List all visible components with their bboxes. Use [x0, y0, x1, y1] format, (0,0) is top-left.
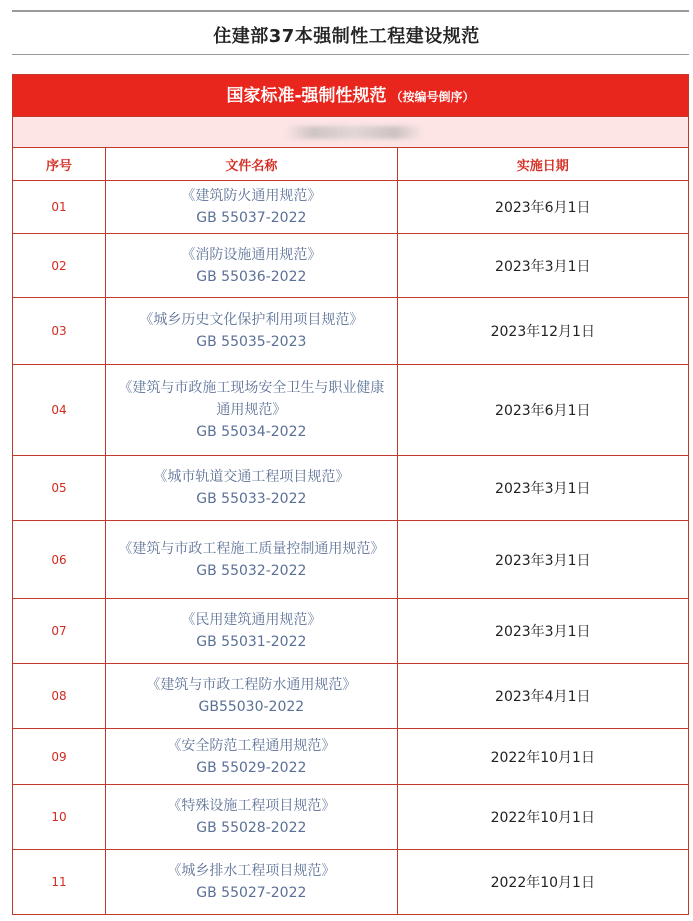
document-code: GB 55027-2022 [196, 885, 307, 901]
row-effective-date: 2023年3月1日 [397, 456, 688, 521]
blurred-text-image [285, 126, 423, 139]
row-document-name [106, 599, 397, 664]
table-row [13, 850, 689, 915]
standards-table [12, 147, 689, 915]
row-number: 02 [13, 234, 106, 298]
row-document-name [106, 234, 397, 298]
document-code: GB 55029-2022 [196, 759, 307, 776]
row-effective-date: 2023年4月1日 [397, 664, 688, 729]
table-body [13, 181, 689, 915]
blurred-notice-row [12, 117, 689, 147]
table-row [13, 785, 689, 850]
document-code: GB 55037-2022 [196, 210, 307, 226]
row-number: 08 [13, 664, 106, 729]
row-number: 11 [13, 850, 106, 915]
document-title: 《特殊设施工程项目规范》 [167, 798, 336, 814]
document-title: 《建筑防火通用规范》 [181, 188, 322, 204]
row-document-name [106, 456, 397, 521]
table-banner [12, 74, 689, 117]
document-code: GB55030-2022 [198, 699, 305, 715]
row-number: 07 [13, 599, 106, 664]
row-document-name [106, 521, 397, 599]
banner-title: 国家标准-强制性规范 [226, 86, 387, 106]
row-number: 06 [13, 521, 106, 599]
table-row [13, 298, 689, 365]
row-effective-date: 2023年3月1日 [397, 599, 688, 664]
row-effective-date: 2023年3月1日 [397, 521, 688, 599]
document-title: 《消防设施通用规范》 [181, 246, 322, 263]
header-no: 序号 [13, 148, 106, 181]
standards-table-container [12, 74, 689, 915]
row-number: 04 [13, 365, 106, 456]
row-document-name [106, 785, 397, 850]
row-effective-date: 2022年10月1日 [397, 785, 688, 850]
row-document-name [106, 729, 397, 785]
row-document-name [106, 850, 397, 915]
banner-subtitle: （按编号倒序） [390, 90, 475, 104]
document-code: GB 55028-2022 [196, 820, 307, 836]
document-title: 《安全防范工程通用规范》 [167, 737, 336, 754]
row-effective-date: 2023年6月1日 [397, 365, 688, 456]
row-effective-date: 2022年10月1日 [397, 850, 688, 915]
row-document-name [106, 365, 397, 456]
table-row [13, 234, 689, 298]
title-divider [12, 54, 689, 55]
document-code: GB 55036-2022 [196, 268, 307, 285]
table-row [13, 664, 689, 729]
row-document-name [106, 181, 397, 234]
header-name: 文件名称 [106, 148, 397, 181]
document-title: 《城乡历史文化保护利用项目规范》 [139, 312, 364, 328]
header-date: 实施日期 [397, 148, 688, 181]
row-number: 01 [13, 181, 106, 234]
row-effective-date: 2023年3月1日 [397, 234, 688, 298]
document-title: 《建筑与市政工程防水通用规范》 [146, 677, 357, 693]
row-number: 10 [13, 785, 106, 850]
table-row [13, 365, 689, 456]
top-divider [12, 10, 689, 12]
document-title: 《城乡排水工程项目规范》 [167, 863, 336, 879]
table-row [13, 521, 689, 599]
document-code: GB 55035-2023 [196, 334, 307, 350]
document-code: GB 55033-2022 [196, 491, 307, 507]
document-title: 《民用建筑通用规范》 [181, 612, 322, 628]
document-code: GB 55034-2022 [196, 424, 307, 440]
document-title: 《建筑与市政工程施工质量控制通用规范》 [118, 540, 385, 557]
table-header-row [13, 148, 689, 181]
row-number: 03 [13, 298, 106, 365]
row-number: 05 [13, 456, 106, 521]
table-row [13, 599, 689, 664]
document-title: 《建筑与市政施工现场安全卫生与职业健康通用规范》 [118, 380, 385, 418]
row-document-name [106, 664, 397, 729]
row-effective-date: 2023年12月1日 [397, 298, 688, 365]
row-number: 09 [13, 729, 106, 785]
table-row [13, 729, 689, 785]
row-document-name [106, 298, 397, 365]
page-title: 住建部37本强制性工程建设规范 [213, 26, 480, 47]
table-row [13, 456, 689, 521]
table-row [13, 181, 689, 234]
document-code: GB 55031-2022 [196, 634, 307, 650]
document-title: 《城市轨道交通工程项目规范》 [153, 469, 350, 485]
document-code: GB 55032-2022 [196, 562, 307, 579]
row-effective-date: 2023年6月1日 [397, 181, 688, 234]
row-effective-date: 2022年10月1日 [397, 729, 688, 785]
